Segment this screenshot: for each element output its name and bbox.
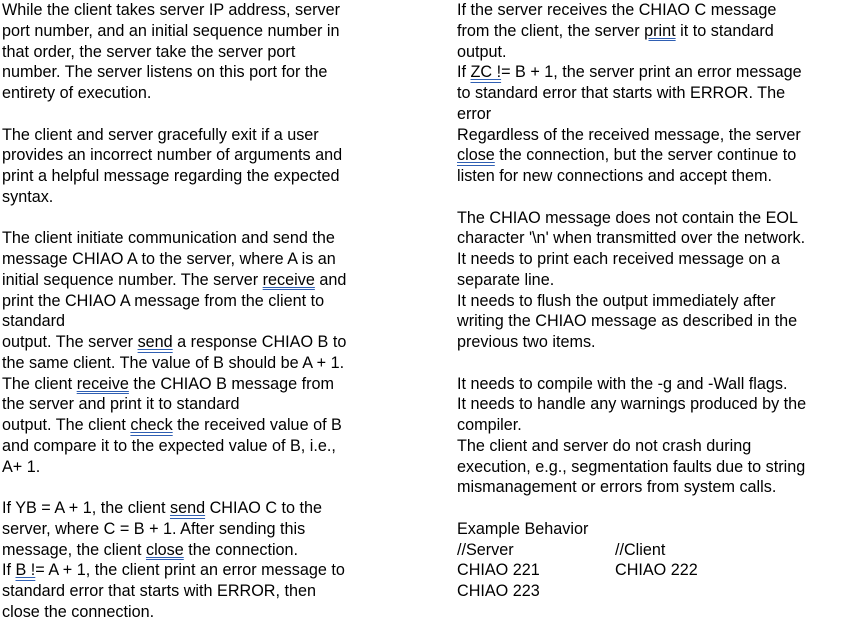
text-line bbox=[2, 415, 402, 436]
text-line: output. bbox=[457, 42, 507, 61]
grammar-flag[interactable]: B ! bbox=[15, 561, 36, 580]
text-line: While the client takes server IP address, server bbox=[2, 1, 340, 19]
text-run: message, the client bbox=[2, 540, 146, 559]
text-run: initial sequence number. The server bbox=[2, 270, 263, 289]
text-line: compiler. bbox=[457, 416, 522, 434]
text-line: print a helpful message regarding the expected bbox=[2, 167, 340, 185]
text-run: CHIAO C to the bbox=[205, 499, 323, 517]
grammar-flag[interactable]: send bbox=[137, 333, 173, 351]
text-line: to standard error that starts with ERROR. The bbox=[457, 84, 786, 102]
text-line: the same client. The value of B should be A + 1. bbox=[2, 353, 345, 372]
grammar-flag[interactable]: receive bbox=[262, 270, 315, 289]
text-line: separate line. bbox=[457, 270, 555, 289]
server-column-header: //Server bbox=[457, 540, 514, 559]
grammar-flag[interactable]: receive bbox=[76, 374, 129, 393]
text-line: If the server receives the CHIAO C message bbox=[457, 1, 777, 19]
paragraph-communication bbox=[2, 228, 402, 477]
text-line: writing the CHIAO message as described in the bbox=[457, 312, 798, 331]
text-line: The client and server gracefully exit if a user bbox=[2, 125, 319, 144]
grammar-flag[interactable]: print bbox=[644, 21, 676, 40]
text-run: a response CHIAO B to bbox=[172, 333, 347, 351]
text-run: output. The server bbox=[2, 333, 138, 351]
text-run: and bbox=[314, 270, 347, 289]
text-line: and compare it to the expected value of B, i.e., bbox=[2, 436, 336, 455]
paragraph-gap bbox=[2, 208, 402, 229]
grammar-flag[interactable]: check bbox=[130, 416, 173, 434]
text-line: provides an incorrect number of arguments and bbox=[2, 146, 343, 165]
paragraph-arguments-order bbox=[2, 0, 402, 104]
text-line: port number, and an initial sequence number in bbox=[2, 21, 340, 40]
text-line bbox=[2, 374, 402, 395]
text-line: entirety of execution. bbox=[2, 84, 152, 102]
text-line: The client initiate communication and send the bbox=[2, 229, 335, 248]
example-behavior bbox=[457, 519, 847, 602]
text-line: It needs to print each received message on a bbox=[457, 250, 781, 268]
text-line bbox=[2, 332, 402, 353]
text-line: server, where C = B + 1. After sending this bbox=[2, 519, 306, 538]
grammar-flag[interactable]: send bbox=[169, 499, 206, 517]
text-line: listen for new connections and accept them. bbox=[457, 167, 772, 185]
paragraph-gap bbox=[457, 353, 847, 374]
text-line: It needs to compile with the -g and -Wall flags. bbox=[457, 374, 788, 393]
server-output: CHIAO 221 bbox=[457, 561, 540, 580]
text-run: = A + 1, the client print an error message to bbox=[35, 561, 345, 580]
paragraph-compile-requirements bbox=[457, 374, 847, 499]
text-run: If bbox=[2, 561, 16, 580]
text-run: If bbox=[457, 63, 471, 82]
example-row bbox=[457, 581, 847, 602]
text-line: standard bbox=[2, 312, 65, 331]
paragraph-gap bbox=[457, 187, 847, 208]
paragraph-gap bbox=[457, 498, 847, 519]
client-column-header: //Client bbox=[615, 540, 666, 559]
server-output: CHIAO 223 bbox=[457, 582, 540, 600]
text-line: A+ 1. bbox=[2, 457, 41, 476]
text-run: the connection. bbox=[183, 540, 299, 559]
paragraph-gap bbox=[2, 477, 402, 498]
right-column bbox=[457, 0, 847, 602]
text-line: that order, the server take the server port bbox=[2, 42, 296, 61]
text-line: It needs to flush the output immediately after bbox=[457, 291, 776, 310]
text-line: previous two items. bbox=[457, 333, 596, 351]
text-line bbox=[457, 21, 847, 42]
text-line: character '\n' when transmitted over the network. bbox=[457, 229, 806, 248]
text-line bbox=[2, 498, 402, 519]
client-output: CHIAO 222 bbox=[615, 561, 698, 580]
text-line bbox=[457, 145, 847, 166]
text-run: the received value of B bbox=[172, 416, 342, 434]
text-run: it to standard bbox=[675, 21, 774, 40]
paragraph-gap bbox=[2, 104, 402, 125]
text-run: = B + 1, the server print an error message bbox=[501, 63, 802, 82]
text-line bbox=[2, 560, 402, 581]
paragraph-message-format bbox=[457, 208, 847, 353]
text-line: It needs to handle any warnings produced by the bbox=[457, 395, 807, 414]
text-line: Regardless of the received message, the server bbox=[457, 125, 801, 144]
example-header-row bbox=[457, 540, 847, 561]
text-run: from the client, the server bbox=[457, 21, 645, 40]
text-run: If YB = A + 1, the client bbox=[2, 499, 170, 517]
text-line: The client and server do not crash during bbox=[457, 436, 752, 455]
text-line: The CHIAO message does not contain the EOL bbox=[457, 208, 799, 227]
text-line: message CHIAO A to the server, where A is an bbox=[2, 250, 336, 268]
text-line: error bbox=[457, 104, 492, 123]
text-line bbox=[2, 270, 402, 291]
text-run: The client bbox=[2, 374, 77, 393]
text-line: close the connection. bbox=[2, 602, 155, 621]
left-column bbox=[2, 0, 402, 623]
grammar-flag[interactable]: close bbox=[457, 146, 495, 165]
text-line bbox=[457, 62, 847, 83]
example-title: Example Behavior bbox=[457, 519, 589, 538]
text-line: execution, e.g., segmentation faults due to string bbox=[457, 457, 806, 476]
text-run: output. The client bbox=[2, 416, 131, 434]
paragraph-graceful-exit bbox=[2, 125, 402, 208]
example-row bbox=[457, 560, 847, 581]
text-line: mismanagement or errors from system calls. bbox=[457, 478, 777, 497]
paragraph-server-handling bbox=[457, 0, 847, 187]
text-run: the connection, but the server continue to bbox=[494, 146, 797, 165]
text-run: the CHIAO B message from bbox=[128, 374, 334, 393]
paragraph-client-validation bbox=[2, 498, 402, 623]
text-line: syntax. bbox=[2, 187, 54, 206]
text-line: print the CHIAO A message from the client to bbox=[2, 291, 325, 310]
text-line: number. The server listens on this port for the bbox=[2, 63, 328, 82]
grammar-flag[interactable]: close bbox=[145, 540, 184, 559]
grammar-flag[interactable]: ZC ! bbox=[470, 63, 502, 82]
text-line bbox=[2, 540, 402, 561]
text-line: the server and print it to standard bbox=[2, 395, 240, 414]
text-line: standard error that starts with ERROR, then bbox=[2, 582, 316, 600]
